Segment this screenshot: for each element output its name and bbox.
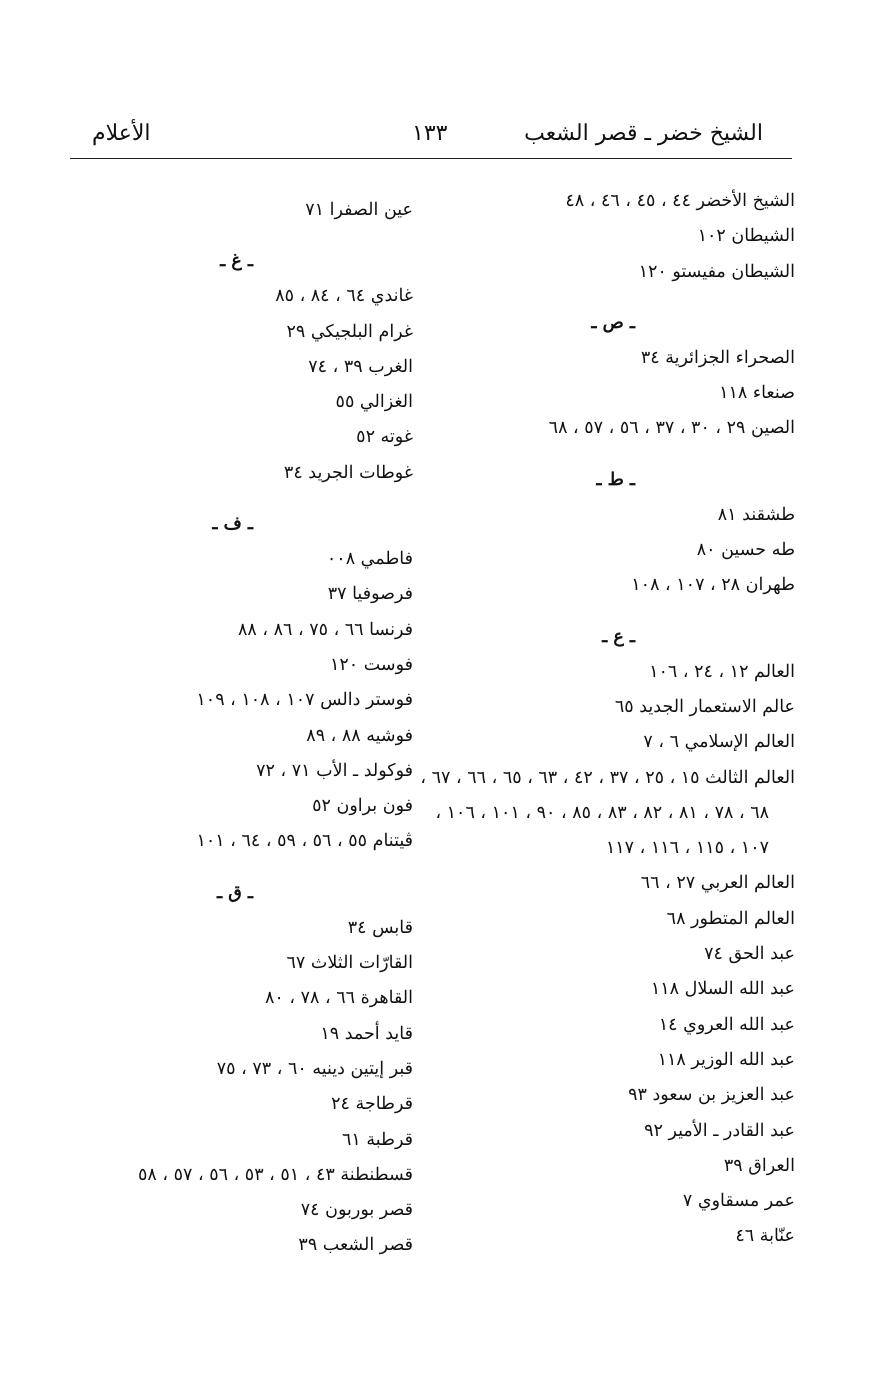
header-rule (70, 158, 792, 159)
index-entry-continuation: ٦٨ ، ٧٨ ، ٨١ ، ٨٢ ، ٨٣ ، ٨٥ ، ٩٠ ، ١٠١ ، ١٠٦ ، (435, 802, 769, 823)
index-entry: قرطاجة ٢٤ (331, 1094, 413, 1115)
index-entry: الشيطان ١٠٢ (697, 226, 795, 247)
index-entry: القارّات الثلاث ٦٧ (286, 953, 413, 974)
index-entry: عبد الحق ٧٤ (704, 944, 795, 965)
index-entry: قبر إيتين دينيه ٦٠ ، ٧٣ ، ٧٥ (216, 1058, 413, 1079)
page-number: ١٣٣ (412, 121, 448, 146)
index-entry: قصر بوربون ٧٤ (300, 1200, 413, 1221)
index-entry: القاهرة ٦٦ ، ٧٨ ، ٨٠ (265, 988, 413, 1009)
index-entry: العالم العربي ٢٧ ، ٦٦ (640, 873, 795, 894)
running-head-title: الشيخ خضر ـ قصر الشعب (524, 121, 763, 146)
index-entry: قابس ٣٤ (347, 917, 413, 938)
index-column-right (420, 184, 795, 1255)
section-letter-heading: ـ ق ـ (216, 882, 253, 903)
index-entry: عنّابة ٤٦ (735, 1226, 795, 1247)
section-gap (450, 290, 795, 306)
index-entry: عبد العزيز بن سعود ٩٣ (628, 1085, 795, 1106)
index-entry: عالم الاستعمار الجديد ٦٥ (614, 696, 795, 717)
index-entry: فوست ١٢٠ (329, 654, 413, 675)
section-gap (450, 447, 795, 463)
section-gap (113, 860, 413, 876)
index-entry: عمر مسقاوي ٧ (682, 1191, 795, 1212)
index-entry: العالم الثالث ١٥ ، ٢٥ ، ٣٧ ، ٤٢ ، ٦٣ ، ٦٥ ، ٦٦ ، ٦٧ ، (420, 767, 795, 788)
index-entry: الصحراء الجزائرية ٣٤ (640, 347, 795, 368)
index-entry: الشيطان مفيستو ١٢٠ (638, 261, 795, 282)
section-letter-heading: ـ ع ـ (602, 626, 635, 647)
index-entry: غرام البلجيكي ٢٩ (286, 321, 413, 342)
index-entry: الغرب ٣٩ ، ٧٤ (308, 356, 413, 377)
section-gap (450, 604, 795, 620)
index-entry: قايد أحمد ١٩ (320, 1023, 413, 1044)
index-entry: عبد الله العروي ١٤ (658, 1014, 795, 1035)
index-entry: طشقند ٨١ (717, 504, 795, 525)
index-entry: فوستر دالس ١٠٧ ، ١٠٨ ، ١٠٩ (196, 690, 413, 711)
index-entry: قصر الشعب ٣٩ (298, 1235, 413, 1256)
index-entry: طهران ٢٨ ، ١٠٧ ، ١٠٨ (631, 575, 795, 596)
index-entry: ڤيتنام ٥٥ ، ٥٦ ، ٥٩ ، ٦٤ ، ١٠١ (196, 831, 413, 852)
index-entry: طه حسين ٨٠ (696, 540, 795, 561)
index-entry: العالم المتطور ٦٨ (666, 908, 795, 929)
index-entry: فرنسا ٦٦ ، ٧٥ ، ٨٦ ، ٨٨ (238, 619, 413, 640)
index-entry: العالم الإسلامي ٦ ، ٧ (643, 732, 795, 753)
running-head-section: الأعلام (92, 121, 151, 146)
section-gap (113, 228, 413, 244)
index-entry-continuation: ١٠٧ ، ١١٥ ، ١١٦ ، ١١٧ (605, 838, 769, 859)
index-entry: صنعاء ١١٨ (719, 383, 795, 404)
index-entry: عبد الله الوزير ١١٨ (657, 1049, 795, 1070)
index-entry: فاطمي ٠٠٨ (326, 549, 413, 570)
index-entry: فرصوفيا ٣٧ (327, 584, 413, 605)
index-entry: غوطات الجريد ٣٤ (283, 462, 413, 483)
index-entry: فوشيه ٨٨ ، ٨٩ (306, 725, 413, 746)
section-letter-heading: ـ ط ـ (596, 469, 635, 490)
index-entry: غوته ٥٢ (356, 427, 413, 448)
index-entry: قرطبة ٦١ (342, 1129, 413, 1150)
index-entry: عبد القادر ـ الأمير ٩٢ (644, 1120, 795, 1141)
index-entry: قسطنطنة ٤٣ ، ٥١ ، ٥٣ ، ٥٦ ، ٥٧ ، ٥٨ (138, 1164, 413, 1185)
index-entry: فون براون ٥٢ (312, 796, 413, 817)
index-entry: فوكولد ـ الأب ٧١ ، ٧٢ (256, 760, 413, 781)
section-letter-heading: ـ غ ـ (220, 251, 253, 272)
index-entry: غاندي ٦٤ ، ٨٤ ، ٨٥ (275, 286, 413, 307)
index-entry: الصين ٢٩ ، ٣٠ ، ٣٧ ، ٥٦ ، ٥٧ ، ٦٨ (548, 418, 795, 439)
section-letter-heading: ـ ص ـ (591, 312, 635, 333)
index-entry: العالم ١٢ ، ٢٤ ، ١٠٦ (649, 661, 795, 682)
section-gap (113, 491, 413, 507)
index-entry: الغزالي ٥٥ (335, 392, 413, 413)
index-entry: عبد الله السلال ١١٨ (650, 979, 795, 1000)
index-entry: العراق ٣٩ (723, 1155, 795, 1176)
index-entry: عين الصفرا ٧١ (305, 200, 413, 220)
index-column-left (113, 193, 413, 1264)
index-entry: الشيخ الأخضر ٤٤ ، ٤٥ ، ٤٦ ، ٤٨ (565, 191, 795, 211)
section-letter-heading: ـ ف ـ (212, 514, 253, 535)
